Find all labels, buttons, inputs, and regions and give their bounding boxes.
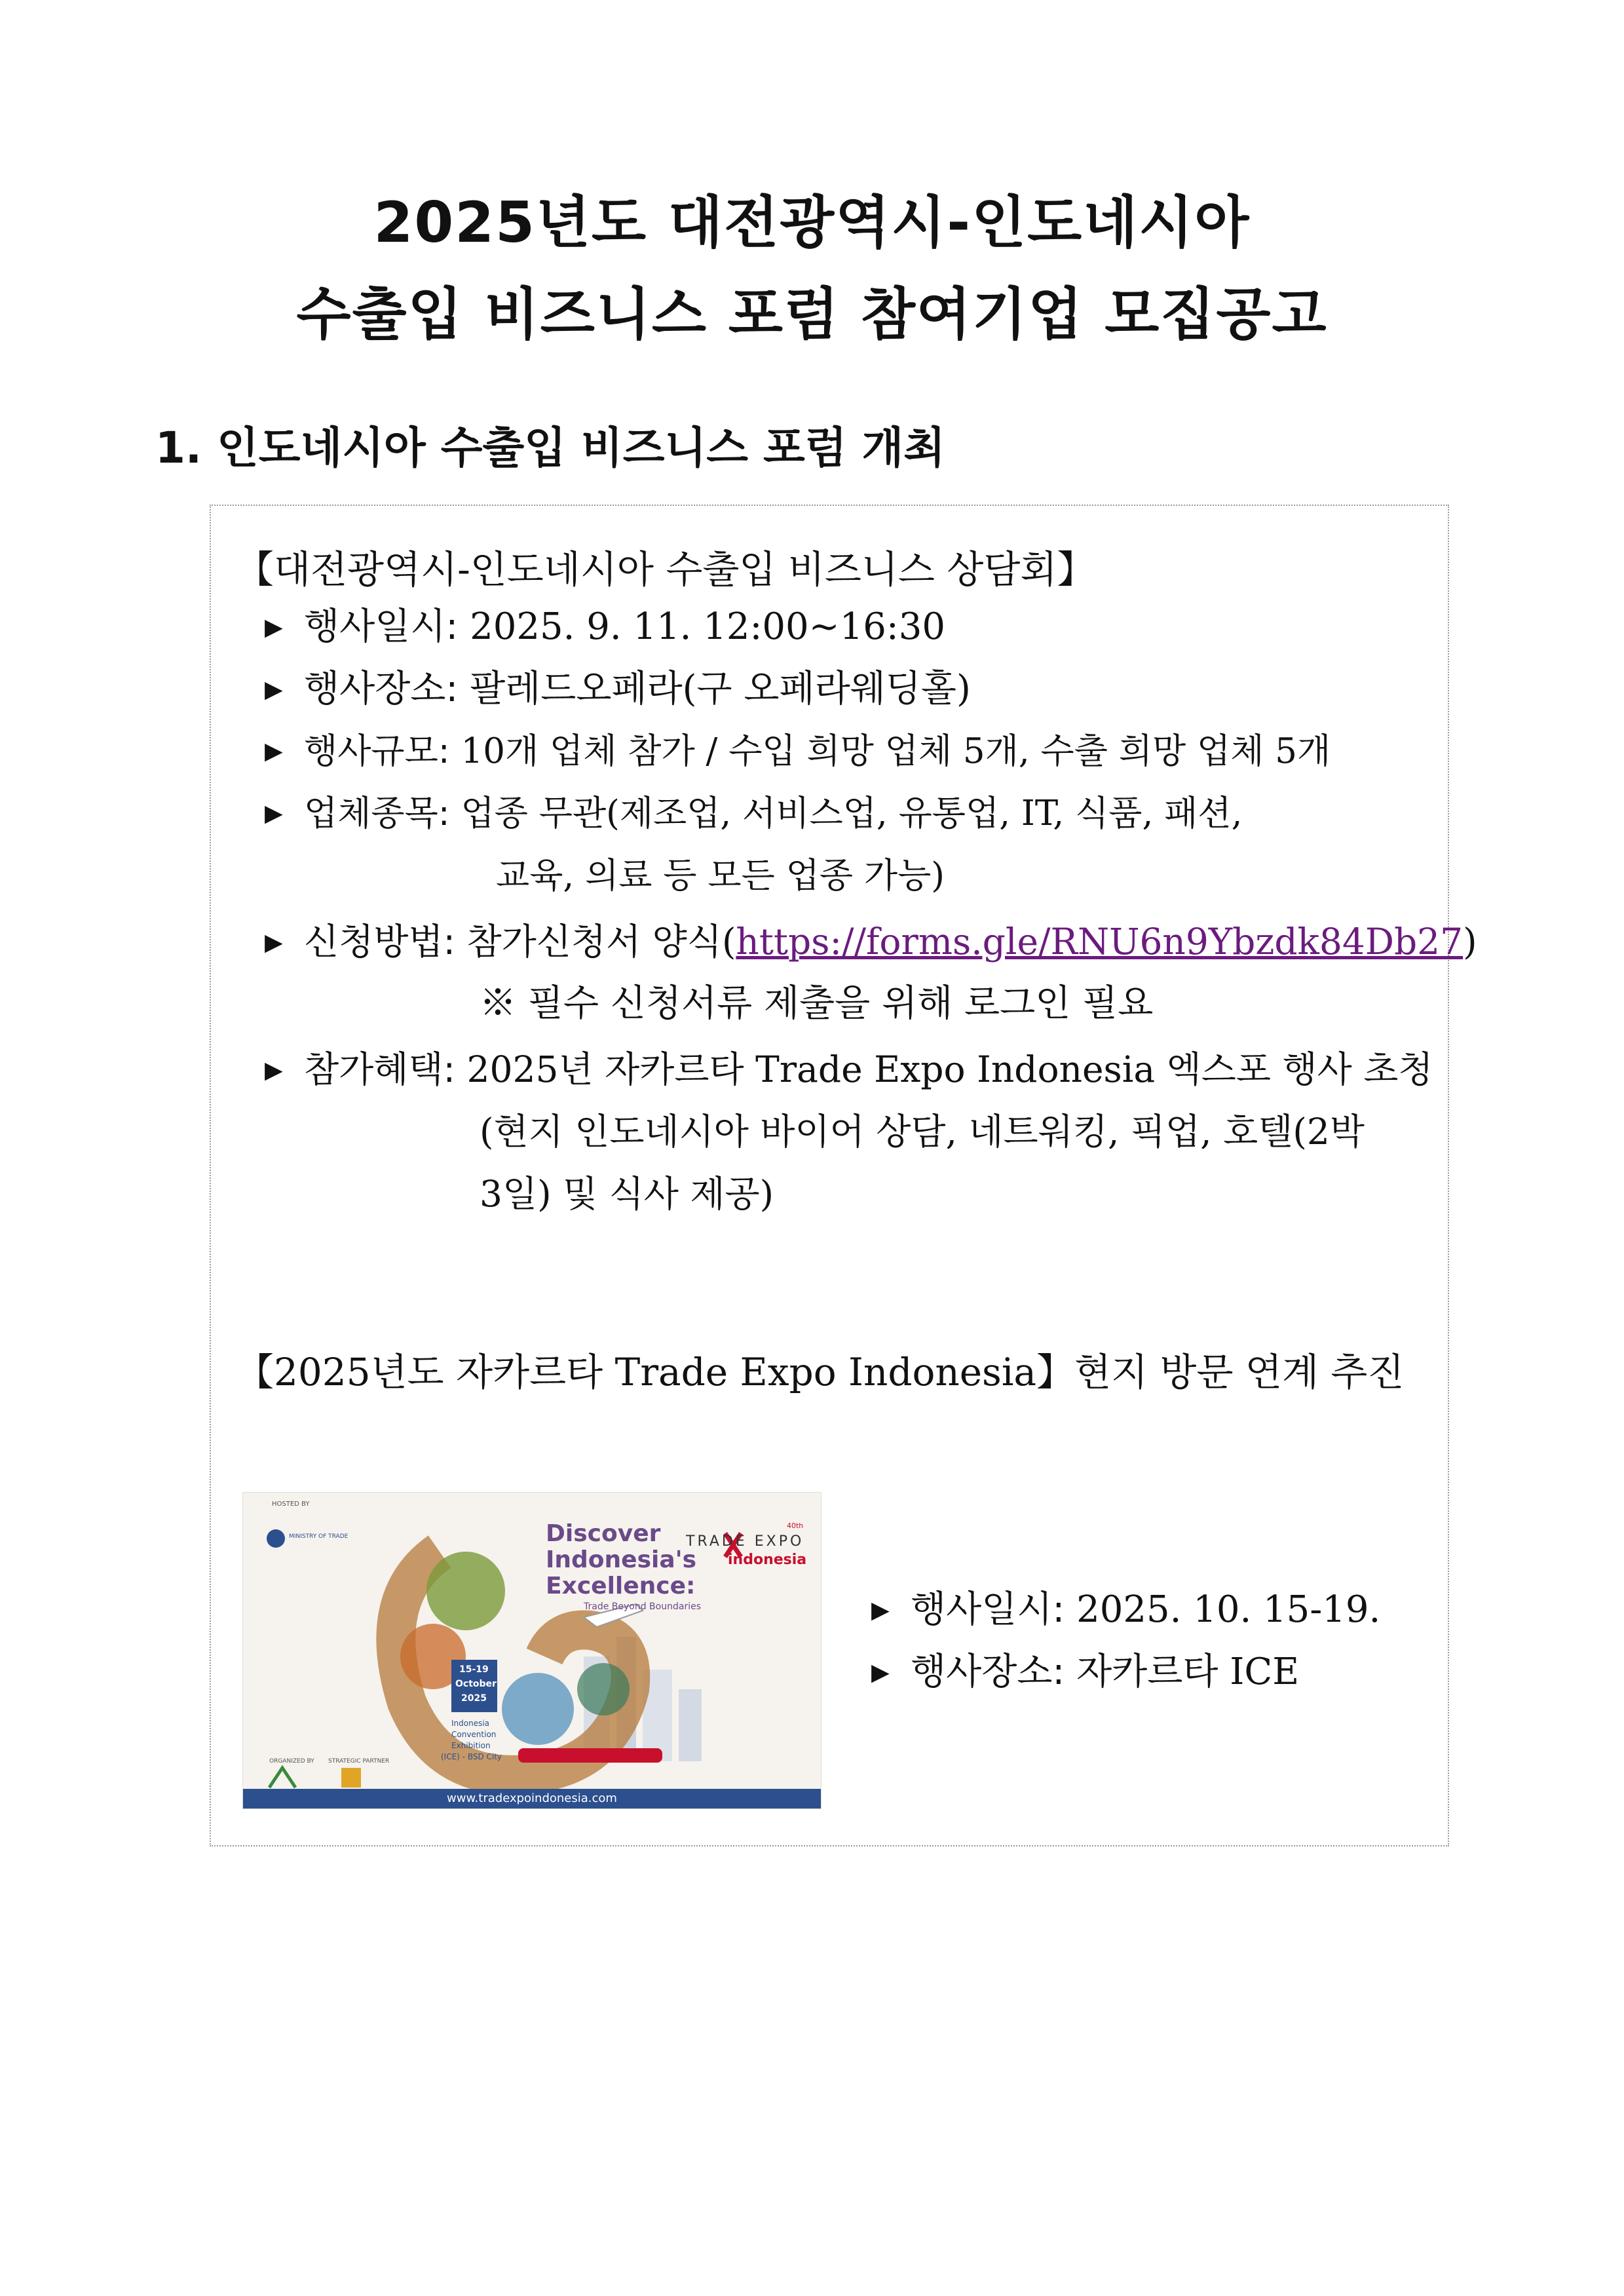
expo-banner-image bbox=[242, 1492, 821, 1809]
item-value: 2025. 10. 15-19. bbox=[1076, 1588, 1381, 1631]
banner-brand-sub: indonesia bbox=[728, 1552, 807, 1568]
triangle-bullet-icon: ▶ bbox=[265, 676, 283, 703]
item-benefit bbox=[265, 1046, 1433, 1094]
banner-date-month: October bbox=[455, 1679, 497, 1689]
triangle-bullet-icon: ▶ bbox=[265, 738, 283, 765]
triangle-bullet-icon: ▶ bbox=[265, 800, 283, 827]
item-label: 행사장소: bbox=[304, 668, 459, 710]
item-apply-note: ※ 필수 신청서류 제출을 위해 로그인 필요 bbox=[480, 982, 1154, 1025]
banner-venue-2: Convention bbox=[451, 1730, 497, 1739]
item-date bbox=[265, 604, 945, 651]
item-value: 10개 업체 참가 / 수입 희망 업체 5개, 수출 희망 업체 5개 bbox=[461, 731, 1331, 771]
item-label: 업체종목: bbox=[304, 794, 450, 833]
item-value: 참가신청서 양식( bbox=[466, 921, 736, 963]
banner-hosted-by: HOSTED BY bbox=[272, 1501, 310, 1508]
item-benefit-cont1: (현지 인도네시아 바이어 상담, 네트워킹, 픽업, 호텔(2박 bbox=[480, 1111, 1365, 1153]
triangle-bullet-icon: ▶ bbox=[871, 1659, 890, 1686]
banner-edition: 40th bbox=[787, 1521, 804, 1530]
item-value: 자카르타 ICE bbox=[1076, 1651, 1300, 1693]
banner-ministry: MINISTRY OF TRADE bbox=[289, 1533, 349, 1540]
consultation-heading: 【대전광역시-인도네시아 수출입 비즈니스 상담회】 bbox=[236, 547, 1095, 592]
item-venue bbox=[265, 666, 971, 713]
triangle-bullet-icon: ▶ bbox=[871, 1597, 890, 1624]
banner-date-days: 15-19 bbox=[459, 1664, 489, 1675]
banner-headline-3: Excellence: bbox=[546, 1573, 696, 1599]
item-label: 행사일시: bbox=[304, 605, 459, 648]
item-benefit-cont2: 3일) 및 식사 제공) bbox=[480, 1173, 774, 1215]
item-label: 행사장소: bbox=[911, 1651, 1065, 1693]
banner-headline-2: Indonesia's bbox=[546, 1546, 697, 1573]
item-label: 참가혜택: bbox=[304, 1048, 456, 1090]
triangle-bullet-icon: ▶ bbox=[265, 929, 283, 956]
banner-tagline: Trade Beyond Boundaries bbox=[584, 1601, 701, 1612]
item-industry-cont: 교육, 의료 등 모든 업종 가능) bbox=[496, 856, 945, 896]
info-box bbox=[210, 505, 1477, 1846]
section-heading: 1. 인도네시아 수출입 비즈니스 포럼 개최 bbox=[155, 423, 945, 473]
document-title-line1: 2025년도 대전광역시-인도네시아 bbox=[373, 190, 1251, 256]
banner-date-year: 2025 bbox=[461, 1693, 487, 1704]
expo-heading: 【2025년도 자카르타 Trade Expo Indonesia】현지 방문 연계 추진 bbox=[236, 1350, 1405, 1394]
item-value: 2025. 9. 11. 12:00~16:30 bbox=[470, 605, 945, 648]
banner-venue-3: Exhibition bbox=[451, 1741, 491, 1750]
banner-venue-4: (ICE) - BSD City bbox=[441, 1752, 502, 1761]
triangle-bullet-icon: ▶ bbox=[265, 1057, 283, 1084]
banner-headline-1: Discover bbox=[546, 1520, 661, 1547]
item-apply bbox=[265, 919, 1477, 966]
banner-venue-1: Indonesia bbox=[451, 1719, 490, 1728]
item-value: 팔레드오페라(구 오페라웨딩홀) bbox=[470, 668, 971, 710]
triangle-bullet-icon: ▶ bbox=[265, 614, 283, 641]
item-label: 행사규모: bbox=[304, 731, 450, 771]
banner-organized-by: ORGANIZED BY bbox=[269, 1758, 314, 1765]
item-label: 행사일시: bbox=[911, 1588, 1065, 1631]
expo-item-venue bbox=[871, 1649, 1299, 1696]
item-label: 신청방법: bbox=[304, 921, 456, 963]
application-form-link[interactable]: https://forms.gle/RNU6n9Ybzdk84Db27 bbox=[736, 921, 1463, 963]
banner-strategic-partner: STRATEGIC PARTNER bbox=[328, 1758, 390, 1765]
item-industry bbox=[265, 791, 1242, 837]
item-value: 2025년 자카르타 Trade Expo Indonesia 엑스포 행사 초청 bbox=[466, 1048, 1433, 1090]
expo-item-date bbox=[871, 1587, 1380, 1634]
item-value: 업종 무관(제조업, 서비스업, 유통업, IT, 식품, 패션, bbox=[461, 794, 1243, 833]
banner-website: www.tradexpoindonesia.com bbox=[243, 1789, 821, 1808]
banner-brand: TRADE EXPO bbox=[686, 1533, 804, 1550]
item-value-suffix: ) bbox=[1463, 921, 1477, 963]
document-title-line2: 수출입 비즈니스 포럼 참여기업 모집공고 bbox=[296, 282, 1328, 347]
item-scale bbox=[265, 729, 1331, 775]
